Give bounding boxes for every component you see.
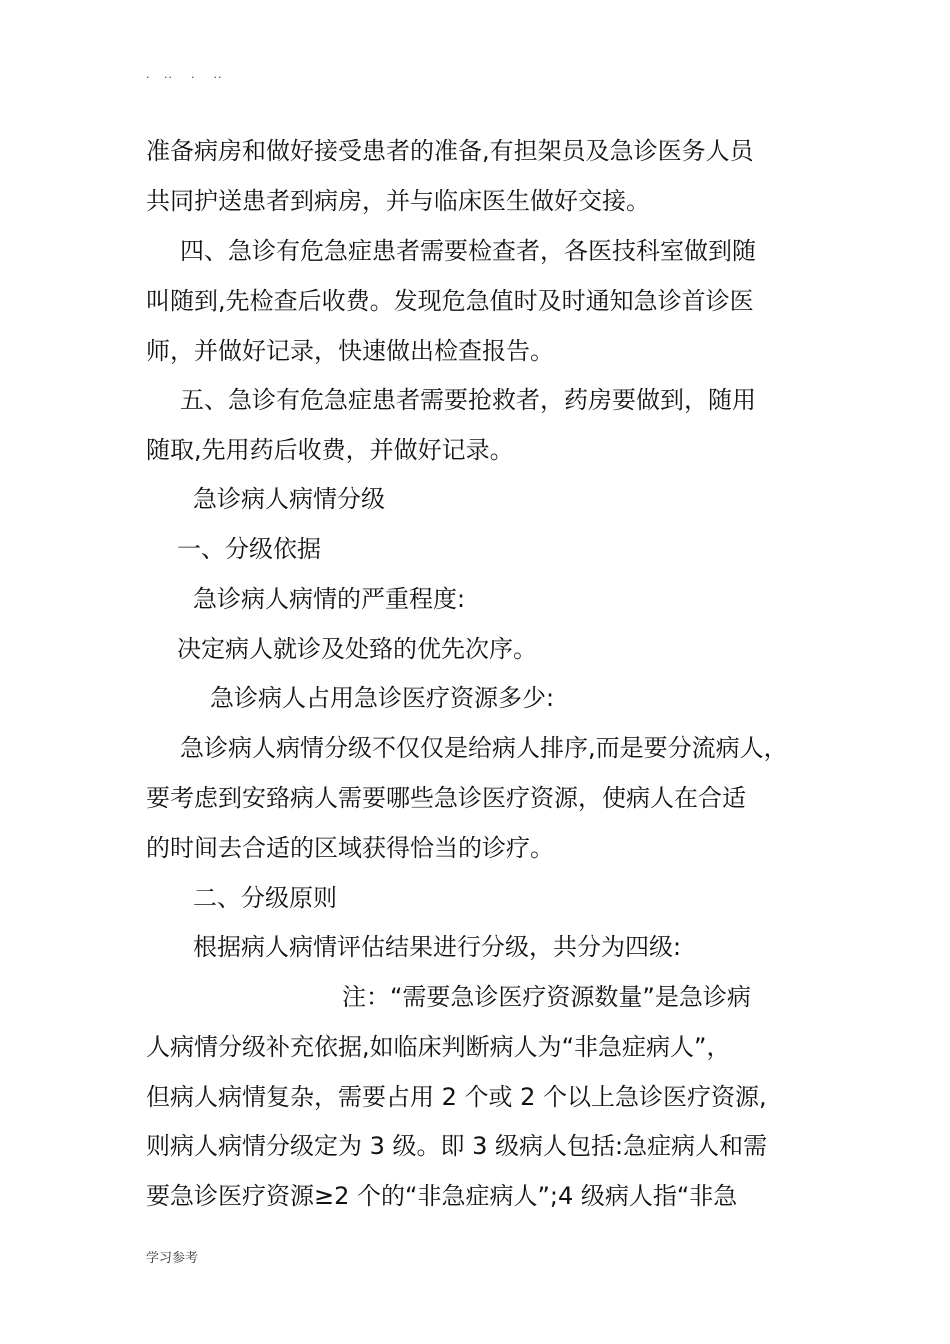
footer-label: 学习参考 [146, 1251, 199, 1266]
note-line-5: 要急诊医疗资源≥2 个的“非急症病人”;4 级病人指“非急 [146, 1182, 738, 1210]
note-line-2: 人病情分级补充依据,如临床判断病人为“非急症病人”， [146, 1033, 731, 1061]
paragraph-line-11: 决定病人就诊及处臵的优先次序。 [177, 635, 537, 663]
paragraph-line-1: 准备病房和做好接受患者的准备,有担架员及急诊医务人员 [146, 137, 754, 165]
paragraph-line-7: 随取,先用药后收费，并做好记录。 [146, 436, 514, 464]
paragraph-line-12: 急诊病人占用急诊医疗资源多少: [210, 684, 555, 712]
note-line-3: 但病人病情复杂，需要占用 2 个或 2 个以上急诊医疗资源, [146, 1083, 767, 1111]
header-marks: . .. . .. [146, 68, 223, 81]
note-line-4: 则病人病情分级定为 3 级。即 3 级病人包括:急症病人和需 [146, 1132, 768, 1160]
heading-grading-principle: 二、分级原则 [193, 884, 337, 912]
paragraph-line-3: 四、急诊有危急症患者需要检查者，各医技科室做到随 [180, 237, 756, 265]
paragraph-line-2: 共同护送患者到病房，并与临床医生做好交接。 [146, 187, 650, 215]
paragraph-line-6: 五、急诊有危急症患者需要抢救者，药房要做到，随用 [180, 386, 756, 414]
paragraph-line-15: 的时间去合适的区域获得恰当的诊疗。 [146, 834, 554, 862]
paragraph-line-14: 要考虑到安臵病人需要哪些急诊医疗资源，使病人在合适 [146, 784, 746, 812]
paragraph-line-4: 叫随到,先检查后收费。发现危急值时及时通知急诊首诊医 [146, 287, 754, 315]
paragraph-line-5: 师，并做好记录，快速做出检查报告。 [146, 337, 554, 365]
section-title: 急诊病人病情分级 [193, 485, 385, 513]
paragraph-line-10: 急诊病人病情的严重程度: [193, 585, 466, 613]
heading-grading-basis: 一、分级依据 [177, 535, 321, 563]
paragraph-line-17: 根据病人病情评估结果进行分级，共分为四级: [193, 933, 682, 961]
paragraph-line-13: 急诊病人病情分级不仅仅是给病人排序,而是要分流病人， [180, 734, 788, 762]
note-line-1: 注：“需要急诊医疗资源数量”是急诊病 [342, 983, 751, 1011]
